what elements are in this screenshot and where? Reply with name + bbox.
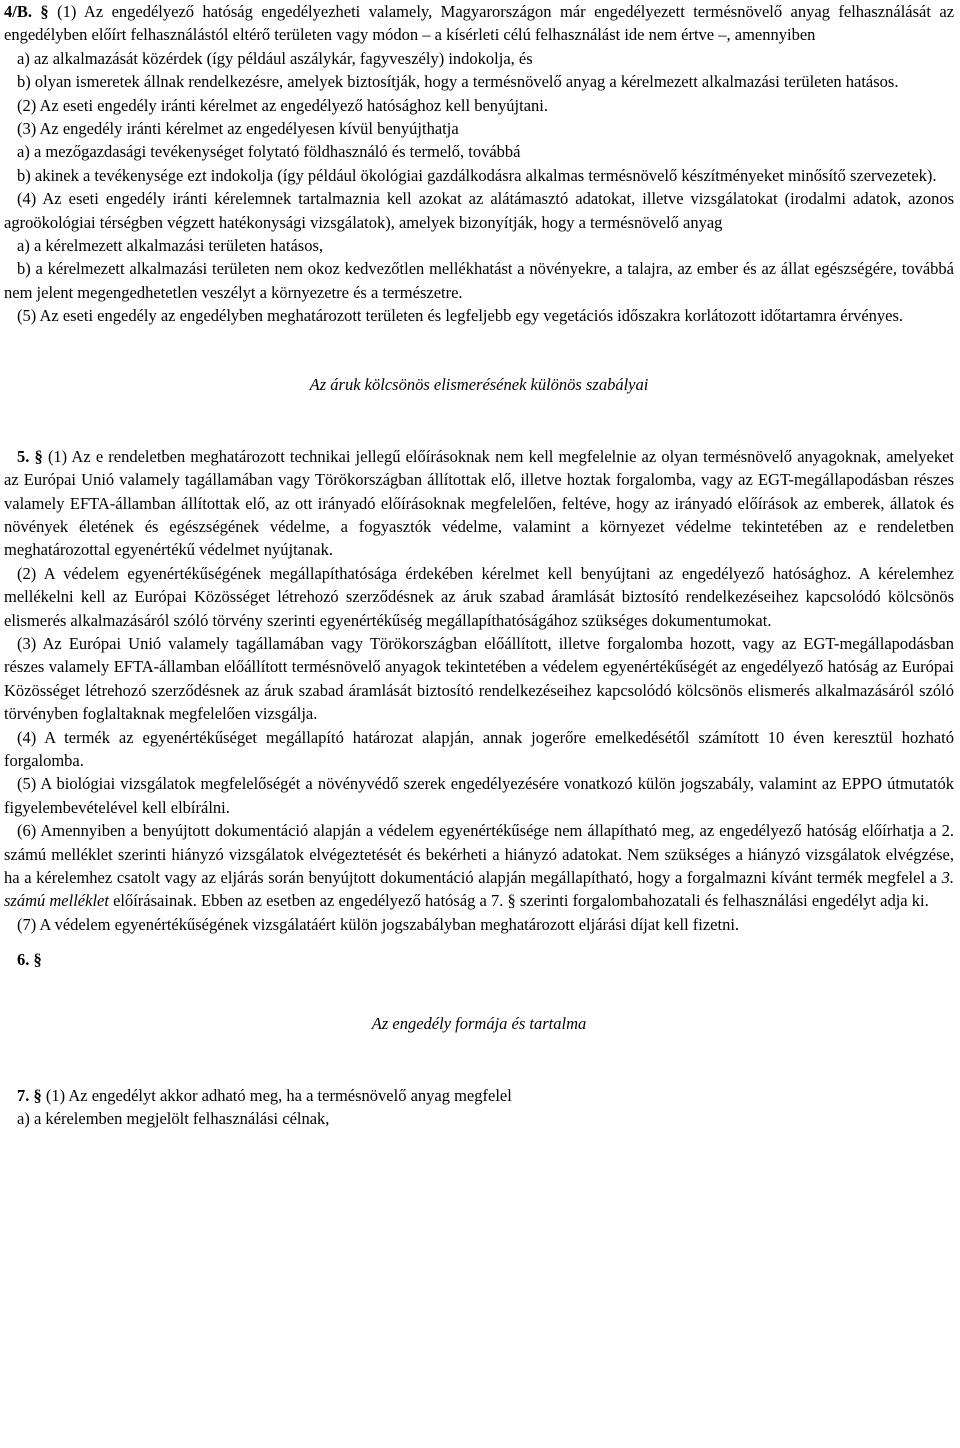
spacer [4,936,954,948]
list-item-b: b) olyan ismeretek állnak rendelkezésre, amelyek biztosítják, hogy a termésnövelő anyag a kérelmezett alkalmazási területen hatásos. [17,72,899,92]
section-5 [4,445,954,937]
section-heading: Az áruk kölcsönös elismerésének különös szabályai [309,374,649,394]
paragraph-5-6 [4,819,954,913]
list-item-a: a) az alkalmazását közérdek (így például aszálykár, fagyveszély) indokolja, és [17,48,533,68]
spacer [4,328,954,373]
section-sign: § [34,446,43,466]
paragraph-4b-4: (4) Az eseti engedély iránti kérelemnek tartalmaznia kell azokat az alátámasztó adatokat, illetve vizsgálatokat (irodalmi adatok, azonos agroökológiai térségben végzett hatékonysági vizsgálatok), amelyek bizonyítják, hogy a termésnövelő anyag [4,189,954,232]
paragraph-text: (6) Amennyiben a benyújtott dokumentáció alapján a védelem egyenértékűsége nem állapítható meg, az engedélyező hatóság előírhatja a 2. számú melléklet szerinti hiányzó vizsgálatok elvégeztetését és bekérheti a hiányzó adatokat. Nem szükséges a hiányzó vizsgálatok elvégzése, ha a kérelemhez csatolt vagy az eljárás során benyújtott dokumentáció alapján megállapítható, hogy a forgalmazni kívánt termék megfelel a [4,821,954,887]
paragraph-5-2: (2) A védelem egyenértékűségének megállapíthatósága érdekében kérelmet kell benyújtani az engedélyező hatósághoz. A kérelemhez mellékelni kell az Európai Közösséget létrehozó szerződésnek az áruk szabad áramlását biztosító rendelkezéseihez kapcsolódó kölcsönös elismerés alkalmazásáról szóló törvény szerinti egyenértékűség megállapíthatóságához szükséges dokumentumokat. [4,563,954,630]
spacer [4,397,954,445]
paragraph-7-1 [4,1084,954,1107]
paragraph-4b-2: (2) Az eseti engedély iránti kérelmet az engedélyező hatósághoz kell benyújtani. [17,95,548,115]
section-6 [4,948,954,971]
paragraph-5-5: (5) A biológiai vizsgálatok megfelelőségét a növényvédő szerek engedélyezésére vonatkozó külön jogszabály, valamint az EPPO útmutatók figyelembevételével kell elbírálni. [4,774,954,817]
section-number: 6. [17,950,30,970]
list-item-a: a) a kérelemben megjelölt felhasználási célnak, [17,1109,330,1129]
section-sign: § [40,2,49,21]
list-item-b: b) akinek a tevékenysége ezt indokolja (így például ökológiai gazdálkodásra alkalmas termésnövelő készítményeket minősítő szervezetek). [17,165,937,185]
paragraph-text: (1) Az engedélyt akkor adható meg, ha a termésnövelő anyag megfelel [45,1085,512,1105]
annex-reference: 3. számú melléklet [4,868,954,911]
paragraph-5-3: (3) Az Európai Unió valamely tagállamában vagy Törökországban előállított, illetve forgalomba hozott, vagy az EGT-megállapodásban részes valamely EFTA-államban előállított termésnövelő anyagok tekintetében a védelem egyenértékűségét az engedélyező hatóság az Európai Közösséget létrehozó szerződésnek az áruk szabad áramlását biztosító rendelkezéseihez kapcsolódó kölcsönös elismerés alkalmazásáról szóló törvényben foglaltaknak megfelelően vizsgálja. [4,633,954,724]
list-item-a: a) a mezőgazdasági tevékenységet folytató földhasználó és termelő, továbbá [17,142,521,162]
paragraph-4b-5: (5) Az eseti engedély az engedélyben meghatározott területen és legfeljebb egy vegetációs időszakra korlátozott időtartamra érvényes. [17,306,904,326]
paragraph-5-7: (7) A védelem egyenértékűségének vizsgálatáért külön jogszabályban meghatározott eljárási díjat kell fizetni. [17,914,740,934]
paragraph-text: előírásainak. Ebben az esetben az engedélyező hatóság a 7. § szerinti forgalombahozatali és felhasználási engedélyt adja ki. [108,891,929,911]
spacer [4,972,954,1012]
paragraph-4b-3: (3) Az engedély iránti kérelmet az engedélyesen kívül benyújthatja [17,119,459,139]
section-sign: § [33,1085,42,1105]
paragraph-text: (1) Az e rendeletben meghatározott technikai jellegű előírásoknak nem kell megfelelnie az olyan termésnövelő anyagoknak, amelyeket az Európai Unió valamely tagállamában vagy Törökországban állítottak elő, illetve hoztak forgalomba, vagy az EGT-megállapodásban részes valamely EFTA-államban állítottak elő, az ott irányadó előírásoknak megfelelően, feltéve, hogy az irányadó előírások az emberek, állatok és növények életének és egészségének védelme, a fogyasztók védelme, valamint a környezet védelme tekintetében az e rendeletben meghatározottal egyenértékű védelmet nyújtanak. [4,446,955,560]
section-4b [4,0,954,328]
list-item-a: a) a kérelmezett alkalmazási területen hatásos, [17,236,324,256]
paragraph-text: (1) Az engedélyező hatóság engedélyezheti valamely, Magyarországon már engedélyezett termésnövelő anyag felhasználását az engedélyben előírt felhasználástól eltérő területen vagy módon – a kísérleti célú felhasználást ide nem értve –, amennyiben [4,2,955,45]
section-heading: Az engedély formája és tartalma [371,1013,587,1033]
section-number: 5. [17,446,30,466]
paragraph-5-1 [4,445,954,562]
section-number: 7. [17,1085,30,1105]
spacer [4,1036,954,1084]
paragraph-5-4: (4) A termék az egyenértékűséget megállapító határozat alapján, annak jogerőre emelkedésétől számított 10 éven keresztül hozható forgalomba. [4,727,954,770]
document-page [4,0,954,1130]
section-number: 4/B. [4,2,32,21]
section-sign: § [33,950,42,970]
section-7 [4,1084,954,1131]
list-item-b: b) a kérelmezett alkalmazási területen nem okoz kedvezőtlen mellékhatást a növényekre, a talajra, az ember és az állat egészségére, továbbá nem jelent megengedhetetlen veszélyt a környezetre és a természetre. [4,259,954,302]
paragraph-4b-1 [4,0,954,47]
